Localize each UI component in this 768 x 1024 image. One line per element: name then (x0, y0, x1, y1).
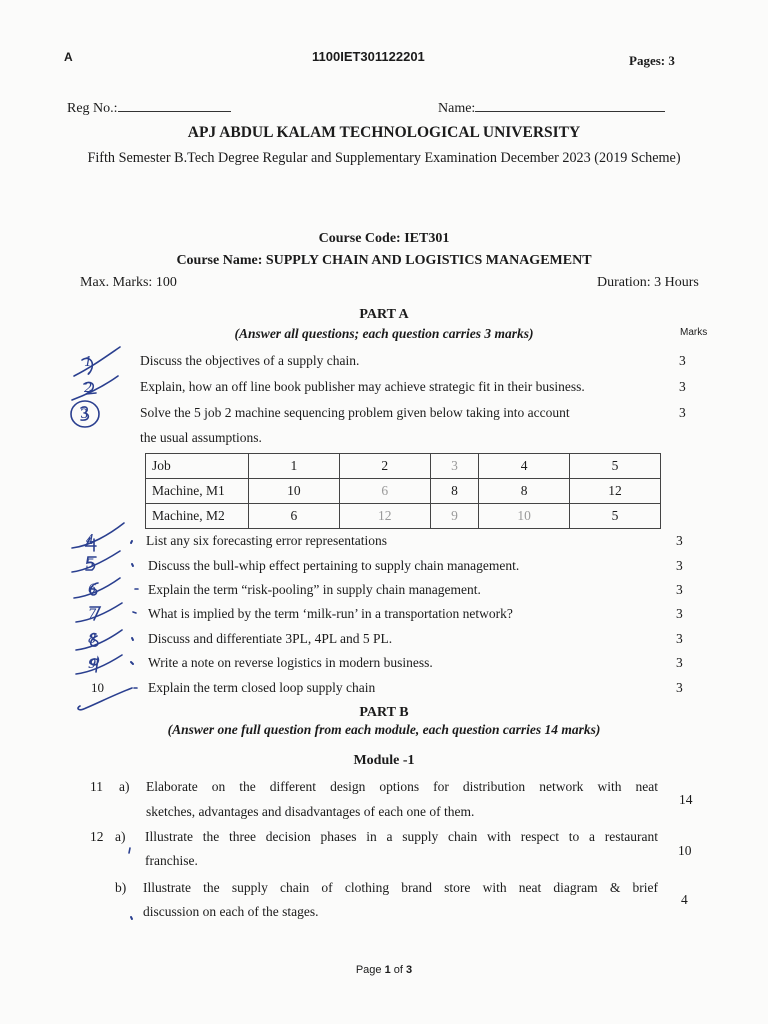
marks-column-header: Marks (680, 327, 708, 338)
tick-mark-q6 (74, 578, 120, 598)
handwritten-number-5: 5 (86, 557, 95, 572)
question-5-text: Discuss the bull-whip effect pertaining to supply chain management. (148, 558, 520, 573)
paper-set-label: A (64, 50, 73, 64)
question-10-marks: 3 (676, 680, 683, 695)
table-cell: Machine, M1 (146, 479, 249, 504)
table-cell: 6 (339, 479, 430, 504)
question-6-marks: 3 (676, 582, 683, 597)
table-cell: 6 (249, 504, 340, 529)
question-12b-sub: b) (115, 880, 127, 895)
question-11-number: 11 (90, 779, 103, 794)
table-cell: 12 (570, 479, 661, 504)
question-12b-text-cont: discussion on each of the stages. (143, 904, 319, 919)
question-6-text: Explain the term “risk-pooling” in supply chain management. (148, 582, 481, 597)
page-footer: Page 1 of 3 (355, 964, 413, 976)
table-cell: 8 (430, 479, 479, 504)
module-1-heading: Module -1 (353, 753, 415, 768)
question-8-marks: 3 (676, 631, 683, 646)
question-9-marks: 3 (676, 655, 683, 670)
question-8-text: Discuss and differentiate 3PL, 4PL and 5 PL. (148, 631, 393, 646)
part-b-instruction: (Answer one full question from each module, each question carries 14 marks) (167, 722, 601, 737)
tick-mark-q8 (76, 630, 122, 650)
table-cell: 3 (430, 454, 479, 479)
tick-mark-q9 (76, 655, 122, 674)
tick-mark-q5 (72, 551, 120, 572)
question-4-text: List any six forecasting error representations (146, 533, 388, 548)
question-7-marks: 3 (676, 606, 683, 621)
handwritten-number-1: 1 (84, 355, 93, 370)
reg-no-label: Reg No.: (67, 99, 231, 117)
table-cell: 5 (570, 504, 661, 529)
question-12a-marks: 10 (678, 843, 692, 858)
question-12a-sub: a) (115, 829, 126, 844)
part-b-title: PART B (359, 705, 409, 720)
course-name: Course Name: SUPPLY CHAIN AND LOGISTICS MANAGEMENT (176, 253, 592, 268)
table-cell: 8 (479, 479, 570, 504)
part-a-title: PART A (359, 307, 409, 322)
tick-mark-q1 (74, 347, 120, 376)
handwritten-number-2: 2 (84, 381, 93, 396)
table-cell: 5 (570, 454, 661, 479)
question-3-marks: 3 (679, 405, 686, 420)
question-2-text: Explain, how an off line book publisher may achieve strategic fit in their business. (140, 379, 585, 394)
page-count: Pages: 3 (629, 53, 675, 68)
handwritten-number-4: 4 (86, 533, 95, 548)
exam-title: Fifth Semester B.Tech Degree Regular and Supplementary Examination December 2023 (2019 Scheme) (87, 150, 681, 166)
question-9-text: Write a note on reverse logistics in modern business. (148, 655, 433, 670)
question-11-sub: a) (119, 779, 130, 794)
university-name: APJ ABDUL KALAM TECHNOLOGICAL UNIVERSITY (187, 124, 581, 141)
tick-mark-q4 (72, 523, 124, 551)
handwritten-number-6: 6 (88, 582, 97, 597)
question-12a-text-cont: franchise. (145, 853, 198, 868)
question-12b-text: Illustrate the supply chain of clothing brand store with neat diagram & brief (143, 880, 658, 895)
question-12-number: 12 (90, 829, 104, 844)
question-7-text: What is implied by the term ‘milk-run’ in a transportation network? (148, 606, 513, 621)
name-label: Name: (438, 99, 665, 117)
handwritten-number-8: 8 (88, 632, 97, 647)
question-3-text-cont: the usual assumptions. (140, 430, 262, 445)
table-cell: 10 (249, 479, 340, 504)
table-cell: 2 (339, 454, 430, 479)
question-10-number: 10 (91, 680, 104, 695)
question-12b-marks: 4 (681, 892, 688, 907)
table-cell: 4 (479, 454, 570, 479)
question-2-marks: 3 (679, 379, 686, 394)
table-cell: 12 (339, 504, 430, 529)
tick-mark-q2 (72, 376, 118, 400)
course-code: Course Code: IET301 (318, 231, 450, 246)
question-5-marks: 3 (676, 558, 683, 573)
question-12a-text: Illustrate the three decision phases in a supply chain with respect to a restaurant (145, 829, 658, 844)
question-11-text: Elaborate on the different design options for distribution network with neat (146, 779, 658, 794)
question-11-text-cont: sketches, advantages and disadvantages of each one of them. (146, 804, 475, 819)
table-cell: Machine, M2 (146, 504, 249, 529)
question-3-text: Solve the 5 job 2 machine sequencing problem given below taking into account (140, 405, 570, 420)
table-cell: Job (146, 454, 249, 479)
question-1-text: Discuss the objectives of a supply chain. (140, 353, 360, 368)
question-10-text: Explain the term closed loop supply chain (148, 680, 376, 695)
table-cell: 9 (430, 504, 479, 529)
question-1-marks: 3 (679, 353, 686, 368)
paper-code: 1100IET301122201 (312, 49, 425, 64)
table-cell: 10 (479, 504, 570, 529)
handwritten-number-7: 7 (88, 607, 97, 622)
duration: Duration: 3 Hours (597, 275, 699, 290)
handwritten-number-9: 9 (88, 657, 97, 672)
tick-mark-q10 (78, 688, 132, 710)
table-cell: 1 (249, 454, 340, 479)
part-a-instruction: (Answer all questions; each question carries 3 marks) (234, 326, 534, 341)
tick-mark-q7 (76, 603, 122, 622)
max-marks: Max. Marks: 100 (80, 275, 177, 290)
question-11-marks: 14 (679, 792, 693, 807)
question-4-marks: 3 (676, 533, 683, 548)
handwritten-number-3: 3 (80, 407, 89, 422)
